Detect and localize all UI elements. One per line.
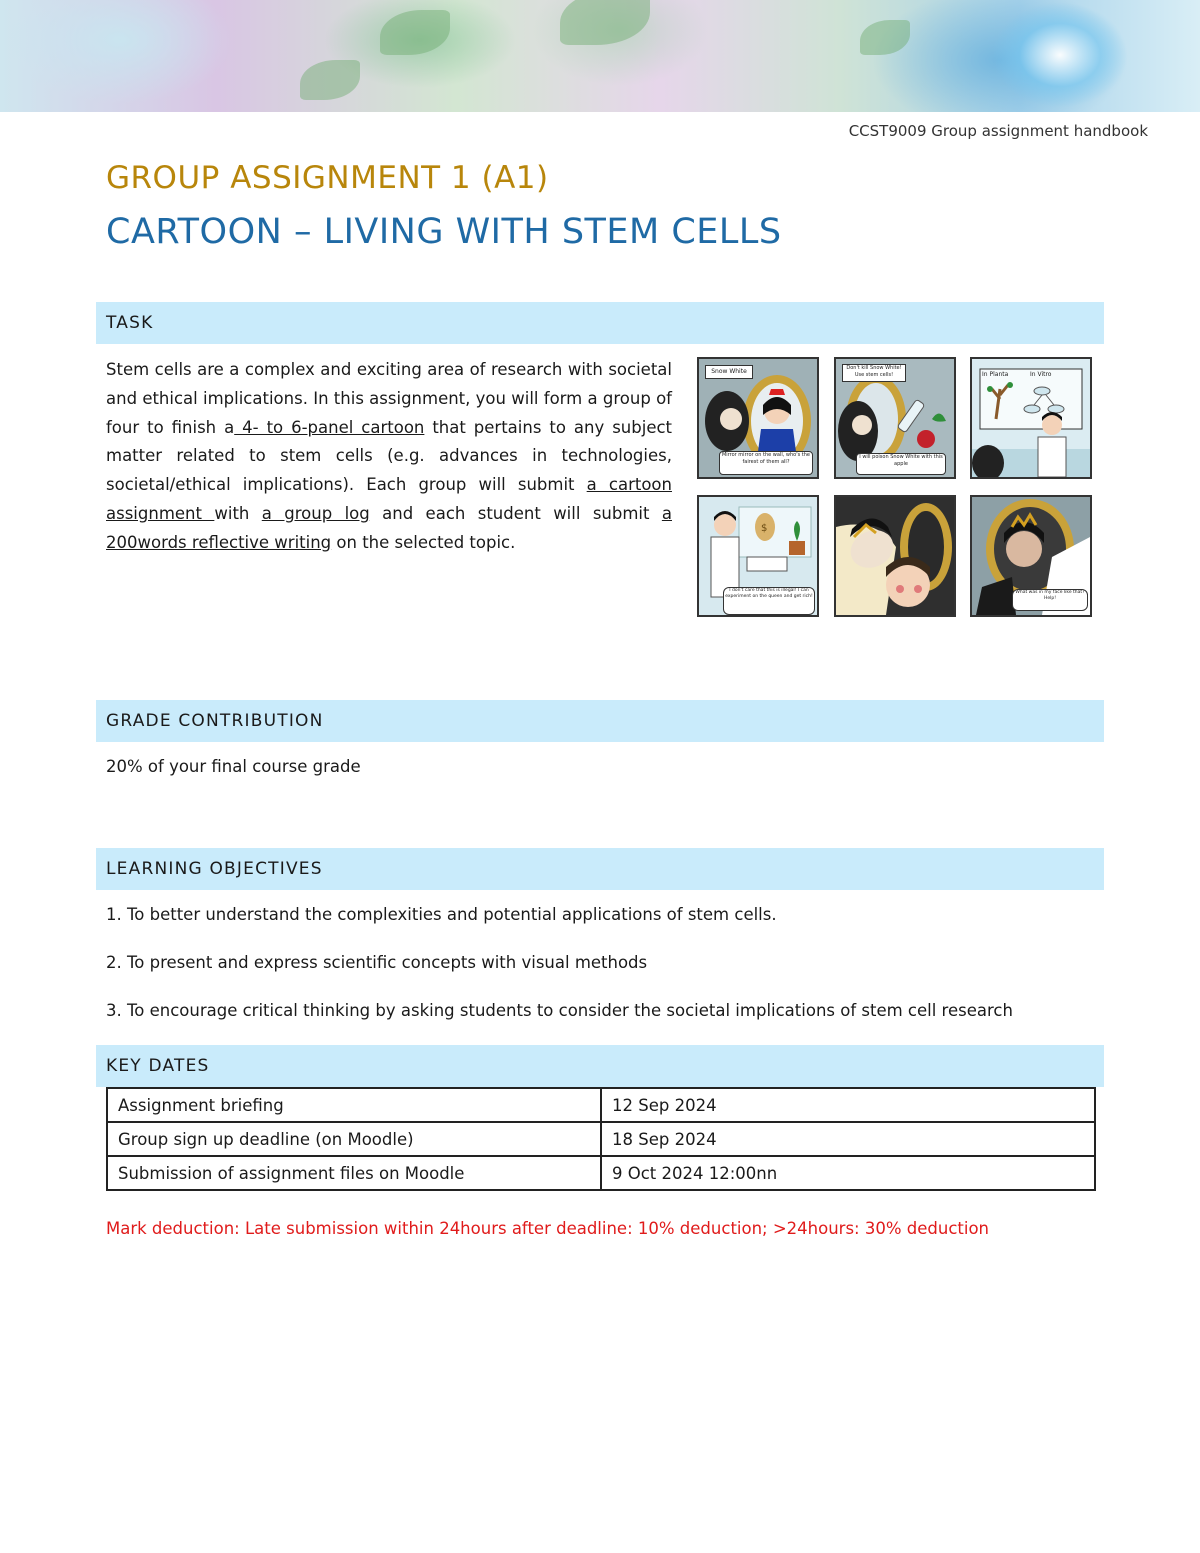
handbook-header-note: CCST9009 Group assignment handbook (848, 122, 1148, 140)
comic-speech-bubble: Don't kill Snow White! Use stem cells! (842, 364, 906, 382)
date-label-cell: Submission of assignment files on Moodle (107, 1156, 601, 1190)
leaf-decoration (380, 10, 450, 55)
task-section-header (96, 302, 1104, 344)
comic-caption-box: Snow White (705, 365, 753, 379)
table-row (107, 1088, 1095, 1122)
key-dates-heading: KEY DATES (106, 1056, 210, 1076)
task-underlined-group-log: a group log (261, 503, 370, 523)
objective-item: 2. To present and express scientific concepts with visual methods (106, 953, 648, 972)
date-value-cell: 12 Sep 2024 (601, 1088, 1095, 1122)
table-row (107, 1156, 1095, 1190)
key-dates-section-header (96, 1045, 1104, 1087)
task-text-part: that pertains to any subject matter related to stem cells (e.g. advances in technologies, societal/ethical implications). Each group will submit (106, 417, 673, 495)
task-underlined-reflective-writing: a 200words reflective writing (106, 503, 672, 552)
task-underlined-assignment: a cartoon assignment (106, 475, 672, 523)
objectives-heading: LEARNING OBJECTIVES (106, 859, 323, 879)
comic-label: In Planta (982, 371, 1009, 378)
date-label-cell: Assignment briefing (107, 1088, 601, 1122)
grade-section-header (96, 700, 1104, 742)
leaf-decoration (300, 60, 360, 100)
comic-panel-6 (970, 495, 1092, 617)
date-value-cell: 9 Oct 2024 12:00nn (601, 1156, 1095, 1190)
task-text-part: on the selected topic. (331, 532, 516, 552)
task-description (106, 356, 672, 558)
comic-speech-bubble: Mirror mirror on the wall, who's the fairest of them all? (719, 451, 813, 475)
header-banner-image (0, 0, 1200, 112)
leaf-decoration (860, 20, 910, 55)
comic-panel-5 (834, 495, 956, 617)
table-row (107, 1122, 1095, 1156)
objectives-section-header (96, 848, 1104, 890)
grade-text: 20% of your final course grade (106, 757, 361, 776)
objective-item: 3. To encourage critical thinking by asking students to consider the societal implications of stem cell research (106, 1001, 1013, 1020)
comic-panel-2 (834, 357, 956, 479)
comic-strip-image (697, 357, 1094, 619)
task-text-part: with (214, 503, 262, 523)
task-heading: TASK (106, 313, 154, 333)
comic-speech-bubble: I don't care that this is illegal! I can experiment on the queen and get rich! (723, 587, 815, 615)
leaf-decoration (560, 0, 650, 45)
task-underlined-cartoon: 4- to 6-panel cartoon (234, 417, 425, 437)
comic-speech-bubble: I will poison Snow White with this apple (856, 453, 946, 475)
assignment-title: GROUP ASSIGNMENT 1 (A1) (106, 160, 549, 196)
task-text-part: and each student will submit (369, 503, 662, 523)
mark-deduction-note: Mark deduction: Late submission within 24hours after deadline: 10% deduction; >24hours: 30% deduction (106, 1219, 990, 1238)
comic-panel-1 (697, 357, 819, 479)
comic-label: In Vitro (1030, 371, 1052, 378)
date-label-cell: Group sign up deadline (on Moodle) (107, 1122, 601, 1156)
svg-text:$: $ (761, 523, 768, 534)
date-value-cell: 18 Sep 2024 (601, 1122, 1095, 1156)
objective-item: 1. To better understand the complexities and potential applications of stem cells. (106, 905, 777, 924)
comic-speech-bubble: What was in my face like that? Help! (1012, 589, 1088, 611)
comic-panel-3 (970, 357, 1092, 479)
grade-heading: GRADE CONTRIBUTION (106, 711, 324, 731)
key-dates-table (106, 1087, 1096, 1191)
assignment-subtitle: CARTOON – LIVING WITH STEM CELLS (106, 212, 782, 252)
task-text-part: Stem cells are a complex and exciting area of research with societal and ethical implications. In this assignment, you will form a group of four to finish a (106, 360, 672, 437)
comic-panel-4 (697, 495, 819, 617)
